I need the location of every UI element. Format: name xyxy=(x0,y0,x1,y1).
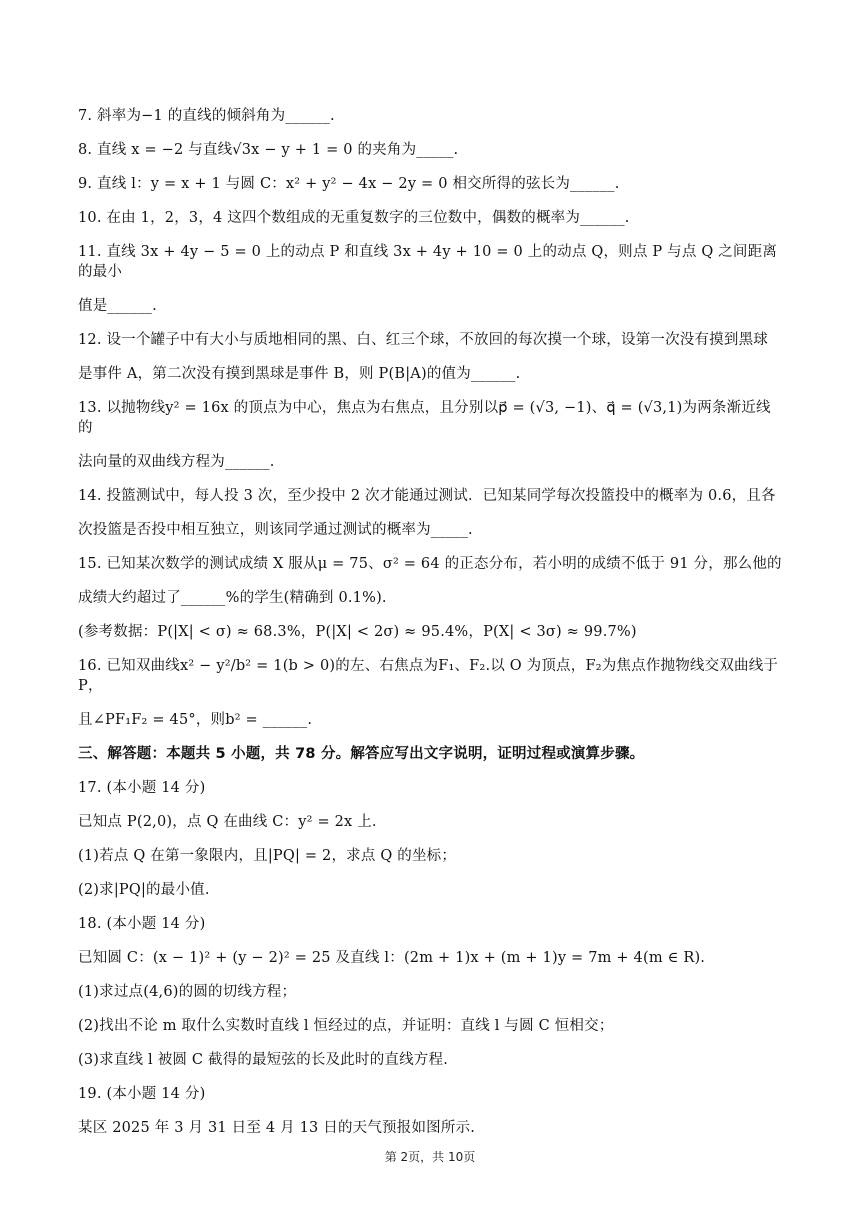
section-heading: 三、解答题：本题共 5 小题，共 78 分。解答应写出文字说明，证明过程或演算步骤。 xyxy=(78,746,645,762)
problem-17-part-1: (1)若点 Q 在第一象限内，且|PQ| = 2，求点 Q 的坐标； xyxy=(78,848,457,864)
problem-16-line-2: 且∠PF₁F₂ = 45°，则b² = ______. xyxy=(78,712,313,728)
problem-15-line-1: 15. 已知某次数学的测试成绩 X 服从μ = 75、σ² = 64 的正态分布，若小明的成绩不低于 91 分，那么他的 xyxy=(78,556,782,572)
problem-18-header: 18. (本小题 14 分) xyxy=(78,916,206,932)
problem-10: 10. 在由 1，2，3，4 这四个数组成的无重复数字的三位数中，偶数的概率为______. xyxy=(78,210,630,226)
problem-14-line-1: 14. 投篮测试中，每人投 3 次，至少投中 2 次才能通过测试．已知某同学每次投篮投中的概率为 0.6，且各 xyxy=(78,488,776,504)
problem-13-line-2: 法向量的双曲线方程为______. xyxy=(78,454,275,470)
problem-17-part-2: (2)求|PQ|的最小值. xyxy=(78,882,210,898)
problem-8: 8. 直线 x = −2 与直线√3x − y + 1 = 0 的夹角为_____. xyxy=(78,142,459,158)
problem-13-line-1: 13. 以抛物线y² = 16x 的顶点为中心，焦点为右焦点，且分别以p⃗ = (√3, −1)、q⃗ = (√3,1)为两条渐近线的 xyxy=(78,400,771,436)
problem-17-header: 17. (本小题 14 分) xyxy=(78,780,206,796)
problem-12-line-1: 12. 设一个罐子中有大小与质地相同的黑、白、红三个球，不放回的每次摸一个球，设第一次没有摸到黑球 xyxy=(78,332,768,348)
problem-7: 7. 斜率为−1 的直线的倾斜角为______. xyxy=(78,108,335,124)
problem-18-part-2: (2)找出不论 m 取什么实数时直线 l 恒经过的点，并证明：直线 l 与圆 C 恒相交； xyxy=(78,1018,614,1034)
problem-11-line-2: 值是______. xyxy=(78,298,157,314)
problem-12-line-2: 是事件 A，第二次没有摸到黑球是事件 B，则 P(B|A)的值为______. xyxy=(78,366,521,382)
problem-18-statement: 已知圆 C：(x − 1)² + (y − 2)² = 25 及直线 l：(2m + 1)x + (m + 1)y = 7m + 4(m ∈ R). xyxy=(78,950,706,966)
problem-18-part-1: (1)求过点(4,6)的圆的切线方程； xyxy=(78,984,297,1000)
problem-14-line-2: 次投篮是否投中相互独立，则该同学通过测试的概率为_____. xyxy=(78,522,473,538)
problem-16-line-1: 16. 已知双曲线x² − y²/b² = 1(b > 0)的左、右焦点为F₁、F₂.以 O 为顶点，F₂为焦点作抛物线交双曲线于 P， xyxy=(78,658,779,694)
problem-18-part-3: (3)求直线 l 被圆 C 截得的最短弦的长及此时的直线方程. xyxy=(78,1052,449,1068)
page-content xyxy=(78,106,783,1152)
problem-19-header: 19. (本小题 14 分) xyxy=(78,1086,206,1102)
reference-data: (参考数据：P(|X| < σ) ≈ 68.3%，P(|X| < 2σ) ≈ 95.4%，P(X| < 3σ) ≈ 99.7%) xyxy=(78,624,637,640)
problem-11-line-1: 11. 直线 3x + 4y − 5 = 0 上的动点 P 和直线 3x + 4y + 10 = 0 上的动点 Q，则点 P 与点 Q 之间距离的最小 xyxy=(78,244,778,280)
problem-15-line-2: 成绩大约超过了______%的学生(精确到 0.1%). xyxy=(78,590,387,606)
page-footer: 第 2页，共 10页 xyxy=(384,1150,476,1164)
problem-19-statement: 某区 2025 年 3 月 31 日至 4 月 13 日的天气预报如图所示. xyxy=(78,1120,476,1136)
problem-9: 9. 直线 l：y = x + 1 与圆 C：x² + y² − 4x − 2y = 0 相交所得的弦长为______. xyxy=(78,176,620,192)
problem-17-statement: 已知点 P(2,0)，点 Q 在曲线 C：y² = 2x 上. xyxy=(78,814,377,830)
